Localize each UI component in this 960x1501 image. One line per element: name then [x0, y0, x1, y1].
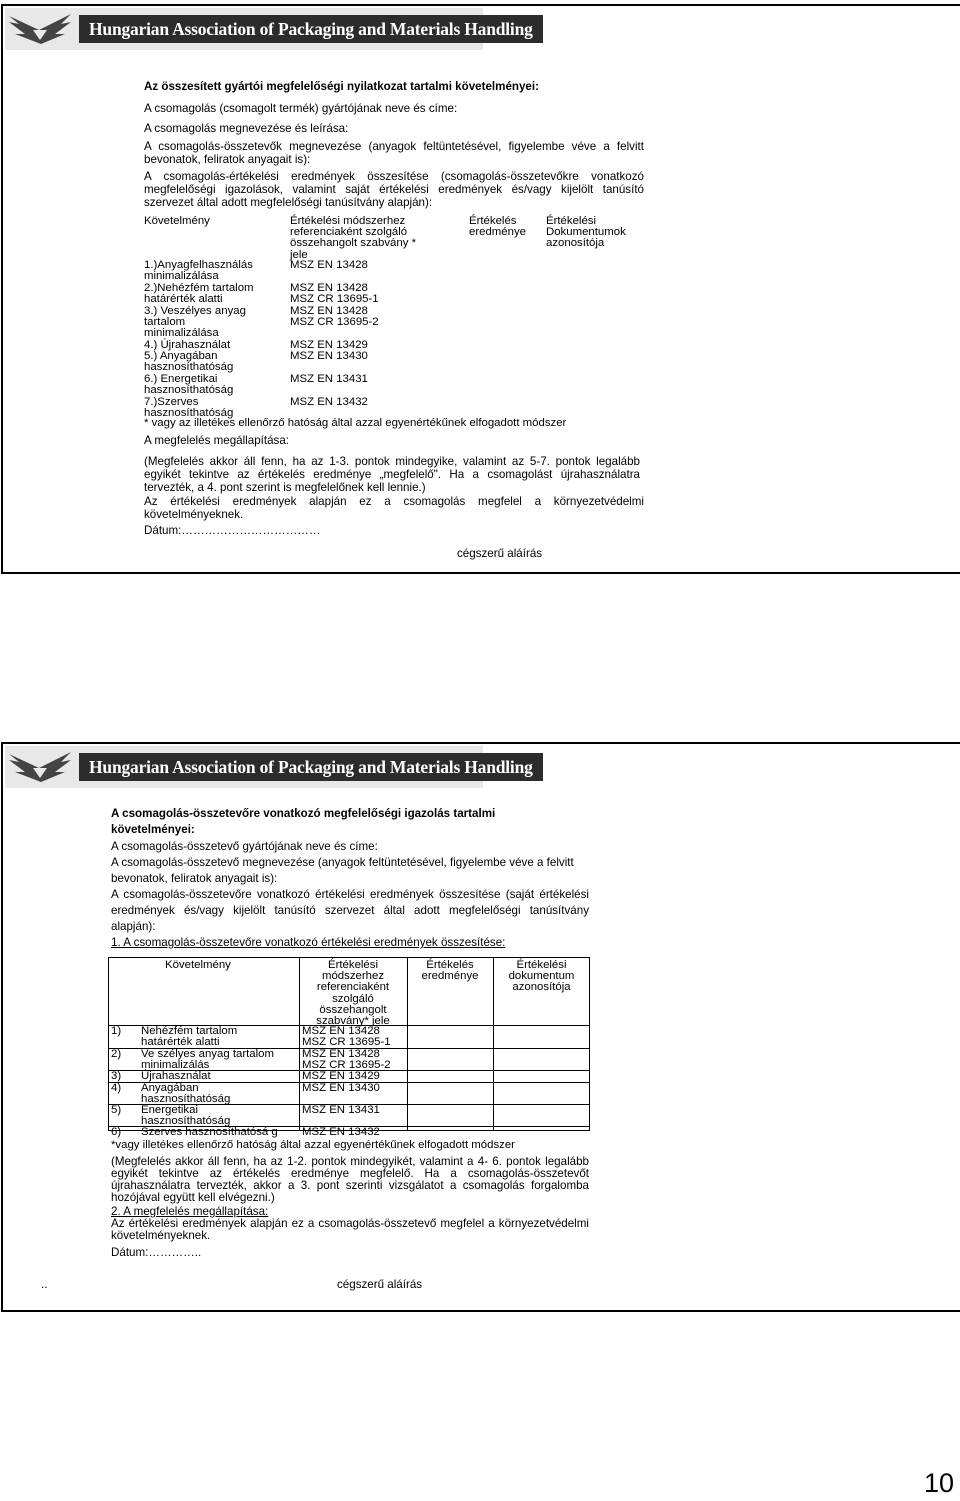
header-banner [5, 746, 533, 788]
table-row-number: 3) [111, 1070, 122, 1082]
table-header-requirement: Követelmény [144, 215, 210, 227]
dots-mark: .. [41, 1278, 48, 1291]
table-cell-standard: MSZ EN 13428 MSZ CR 13695-1 [290, 282, 379, 306]
signature-label: cégszerű aláírás [337, 1278, 423, 1291]
table-cell-standard: MSZ EN 13429 [290, 339, 368, 351]
table-cell-standard: MSZ EN 13429 [302, 1070, 380, 1082]
table-row: 6.) Energetikai hasznosíthatóság [144, 373, 234, 397]
footnote: *vagy illetékes ellenőrző hatóság által azzal egyenértékűnek elfogadott módszer [111, 1139, 515, 1151]
table-row-number: 6) [111, 1126, 122, 1138]
section-2-title: 2. A megfelelés megállapítása: [111, 1205, 269, 1218]
table-header-result: Értékelés eredménye [469, 215, 526, 239]
conclusion-paragraph: Az értékelési eredmények alapján ez a csomagolás-összetevő megfelel a környezetvédelmi követelményeknek. [111, 1217, 589, 1242]
table-header-documents: Értékelési dokumentum azonosítója [508, 959, 575, 994]
slide-1 [1, 4, 960, 574]
wing-emblem-icon [5, 8, 75, 50]
assessment-paragraph: (Megfelelés akkor áll fenn, ha az 1-3. pontok mindegyike, valamint az 5-7. pontok legalább egyikét tekintve az értékelés eredménye „megfelelő". Ha a csomagolást újrahasználatra tervezték, a 4. pont szerint is megfelelőnek kell lennie.) [144, 455, 640, 494]
table-row: 4.) Újrahasználat [144, 339, 231, 351]
assessment-paragraph: (Megfelelés akkor áll fenn, ha az 1-2. pontok mindegyikét, valamint a 4- 6. pontok legalább egyikét tekintve az értékelés eredménye megfelelő. Ha a csomagolás-összetevőt újrahasználatra tervezték, akkor a 3. pont szerinti vizsgálatot a csomagolás forgalomba hozójával együtt kell elvégezni.) [111, 1155, 589, 1204]
table-cell-standard: MSZ EN 13428 MSZ CR 13695-2 [302, 1048, 391, 1072]
header-banner [5, 8, 533, 50]
signature-label: cégszerű aláírás [457, 547, 543, 560]
wing-emblem-icon [5, 746, 75, 788]
table-header-documents: Értékelési Dokumentumok azonosítója [546, 215, 626, 250]
table-row: Újrahasználat [141, 1070, 211, 1082]
table-row: Anyagában hasznosíthatóság [141, 1082, 231, 1106]
table-header-standard: Értékelési módszerhez referenciaként szolgáló összehangolt szabvány* jele [316, 959, 390, 1028]
summary-paragraph: A csomagolás-értékelési eredmények összesítése (csomagolás-összetevőkre vonatkozó megfelelőségi igazolások, valamint saját értékelési eredmények és/vagy kijelölt tanúsító szervezet által adott megfelelőségi tanúsítvány alapján): [144, 170, 644, 209]
table-header-requirement: Követelmény [165, 959, 231, 971]
table-row-number: 5) [111, 1104, 122, 1116]
section-1-title: 1. A csomagolás-összetevőre vonatkozó értékelési eredmények összesítése: [111, 936, 506, 949]
table-row: Nehézfém tartalom határérték alatti [141, 1025, 238, 1049]
table-row: 7.)Szerves hasznosíthatóság [144, 396, 234, 420]
conclusion-paragraph: Az értékelési eredmények alapján ez a csomagolás megfelel a környezetvédelmi követelményeknek. [144, 495, 644, 521]
date-line: Dátum:……………………………… [144, 524, 321, 537]
table-row: 3.) Veszélyes anyag tartalom minimalizálása [144, 305, 246, 340]
section-heading: Az összesített gyártói megfelelőségi nyilatkozat tartalmi követelményei: [144, 80, 539, 93]
components-paragraph: A csomagolás-összetevők megnevezése (anyagok feltüntetésével, figyelembe véve a felvitt bevonatok, feliratok anyagait is): [144, 140, 644, 166]
table-cell-standard: MSZ EN 13428 MSZ CR 13695-2 [290, 305, 379, 329]
banner-title: Hungarian Association of Packaging and Materials Handling [79, 15, 543, 43]
table-cell-standard: MSZ EN 13432 [290, 396, 368, 408]
assessment-title: A megfelelés megállapítása: [144, 434, 290, 447]
banner-title: Hungarian Association of Packaging and Materials Handling [79, 753, 543, 781]
page-number: 10 [923, 1468, 954, 1498]
date-line: Dátum:………….. [111, 1246, 202, 1259]
table-row-number: 2) [111, 1048, 122, 1060]
table-cell-standard: MSZ EN 13430 [302, 1082, 380, 1094]
table-header-result: Értékelés eredménye [421, 959, 479, 983]
summary-paragraph: A csomagolás-összetevőre vonatkozó értékelési eredmények összesítése (saját értékelési eredmények és/vagy kijelölt tanúsító szervezet által adott megfelelőségi tanúsítvány alapján): [111, 888, 589, 933]
table-row: 1.)Anyagfelhasználás minimalizálása [144, 259, 253, 283]
table-header-standard: Értékelési módszerhez referenciaként szolgáló összehangolt szabvány * jele [290, 215, 417, 261]
table-cell-standard: MSZ EN 13431 [302, 1104, 380, 1116]
table-row: Energetikai hasznosíthatóság [141, 1104, 231, 1128]
table-row: 5.) Anyagában hasznosíthatóság [144, 350, 234, 374]
table-cell-standard: MSZ EN 13428 MSZ CR 13695-1 [302, 1025, 391, 1049]
manufacturer-line: A csomagolás (csomagolt termék) gyártójának neve és címe: [144, 102, 458, 115]
table-row-number: 4) [111, 1082, 122, 1094]
section-heading: A csomagolás-összetevőre vonatkozó megfelelőségi igazolás tartalmi követelményei: [111, 807, 496, 836]
table-cell-standard: MSZ EN 13431 [290, 373, 368, 385]
table-row: Ve szélyes anyag tartalom minimalizálás [141, 1048, 274, 1072]
table-cell-standard: MSZ EN 13430 [290, 350, 368, 362]
packaging-line: A csomagolás megnevezése és leírása: [144, 122, 349, 135]
table-row: Szerves hasznosíthatósá g [141, 1126, 278, 1138]
table-cell-standard: MSZ EN 13428 [290, 259, 368, 271]
table-row-number: 1) [111, 1025, 122, 1037]
table-row: 2.)Nehézfém tartalom határérték alatti [144, 282, 254, 306]
manufacturer-line: A csomagolás-összetevő gyártójának neve és címe: [111, 840, 378, 853]
slide-2 [1, 742, 960, 1312]
footnote: * vagy az illetékes ellenőrző hatóság által azzal egyenértékűnek elfogadott módszer [144, 417, 567, 429]
table-cell-standard: MSZ EN 13432 [302, 1126, 380, 1138]
component-name-paragraph: A csomagolás-összetevő megnevezése (anyagok feltüntetésével, figyelembe véve a felvitt bevonatok, feliratok anyagait is): [111, 856, 574, 885]
